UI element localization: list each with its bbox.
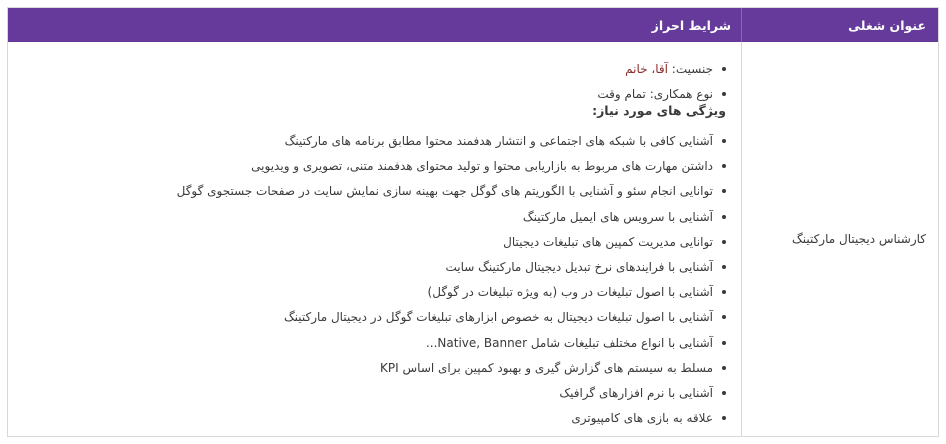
list-item [8,82,726,107]
table-header [8,8,938,42]
skills-heading: ویژگی های مورد نیاز: [592,103,726,118]
list-item: داشتن مهارت های مربوط به بازاریابی محتوا و تولید محتوای هدفمند متنی، تصویری و ویدیویی [8,154,726,179]
gender-value: آقا، خانم [625,62,668,76]
list-item: آشنایی با انواع مختلف تبلیغات شامل Native, Banner... [8,331,726,356]
list-item [8,57,726,82]
list-item: آشنایی با اصول تبلیغات در وب (به ویژه تبلیغات در گوگل) [8,280,726,305]
list-item: مسلط به سیستم های گزارش گیری و بهبود کمپین برای اساس KPI [8,356,726,381]
requirements-cell [8,42,741,436]
table-row [8,42,938,436]
job-title-cell [741,42,938,436]
header-requirements: شرایط احراز [651,18,731,33]
list-item: آشنایی با اصول تبلیغات دیجیتال به خصوص ابزارهای تبلیغات گوگل در دیجیتال مارکتینگ [8,305,726,330]
skills-list [8,129,726,431]
list-item: آشنایی با فرایندهای نرخ تبدیل دیجیتال مارکتینگ سایت [8,255,726,280]
cooperation-value: تمام وقت [597,87,646,101]
list-item: آشنایی با سرویس های ایمیل مارکتینگ [8,205,726,230]
header-job-title: عنوان شغلی [741,8,938,42]
requirements-table [7,7,939,437]
list-item: آشنایی با نرم افزارهای گرافیک [8,381,726,406]
list-item: علاقه به بازی های کامپیوتری [8,406,726,431]
gender-label: جنسیت: [671,62,713,76]
list-item: آشنایی کافی با شبکه های اجتماعی و انتشار هدفمند محتوا مطابق برنامه های مارکتینگ [8,129,726,154]
job-title: کارشناس دیجیتال مارکتینگ [791,232,926,246]
cooperation-label: نوع همکاری: [649,87,713,101]
list-item: توانایی مدیریت کمپین های تبلیغات دیجیتال [8,230,726,255]
list-item: توانایی انجام سئو و آشنایی با الگوریتم های گوگل جهت بهینه سازی نمایش سایت در صفحات جستجوی گوگل [8,179,726,204]
basic-info-list [8,57,726,107]
